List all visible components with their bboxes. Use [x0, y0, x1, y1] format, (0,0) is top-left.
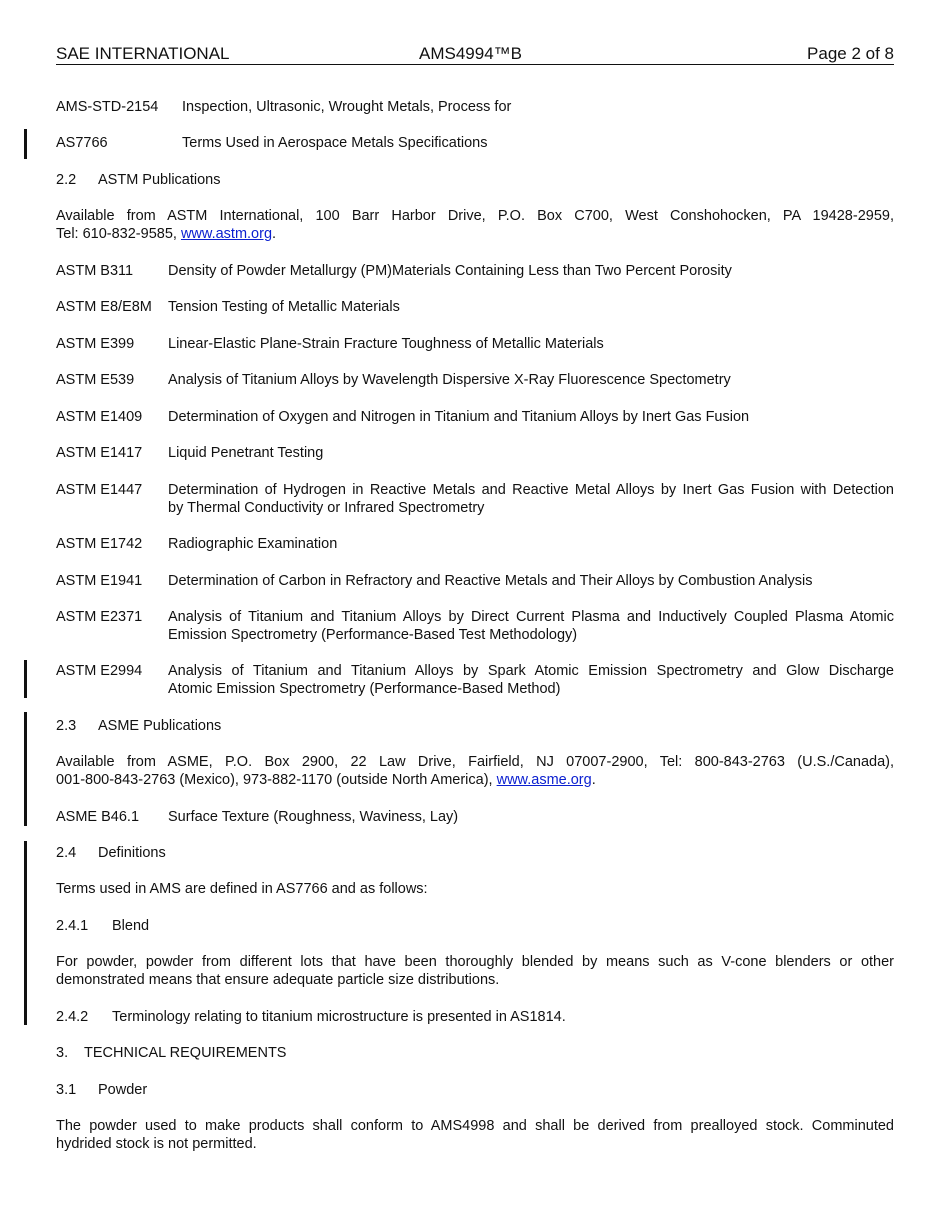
ref-code: ASTM E1941: [56, 573, 143, 589]
ref-title-cont: Atomic Emission Spectrometry (Performance-Based Method): [168, 681, 561, 697]
blend-definition-cont: demonstrated means that ensure adequate particle size distributions.: [56, 972, 500, 988]
subsection-heading: Blend: [112, 918, 150, 934]
subsection-number: 2.4.1: [56, 918, 89, 934]
availability-text: [56, 225, 894, 243]
section-number: 2.2: [56, 172, 77, 188]
page-header: [56, 44, 894, 65]
section-heading: TECHNICAL REQUIREMENTS: [84, 1045, 287, 1061]
header-document-number: AMS4994™B: [419, 44, 522, 63]
ref-code: ASTM E1742: [56, 536, 143, 552]
period: .: [591, 772, 596, 788]
ref-code: ASTM E2371: [56, 609, 143, 625]
astm-website-link[interactable]: www.astm.org: [180, 226, 273, 242]
change-bar: [24, 712, 27, 826]
ref-code: ASTM E1409: [56, 409, 143, 425]
section-heading: ASME Publications: [98, 718, 222, 734]
availability-text: Available from ASME, P.O. Box 2900, 22 Law Drive, Fairfield, NJ 07007-2900, Tel: 800-843-2763 (U.S./Canada),: [56, 754, 894, 770]
ref-title-cont: Emission Spectrometry (Performance-Based Test Methodology): [168, 627, 578, 643]
powder-requirement-cont: hydrided stock is not permitted.: [56, 1136, 257, 1152]
availability-text-cont: 001-800-843-2763 (Mexico), 973-882-1170 (outside North America),: [56, 772, 497, 788]
section-number: 3.: [56, 1045, 69, 1061]
ref-code: AS7766: [56, 135, 108, 151]
section-heading: Definitions: [98, 845, 166, 861]
ref-title: Density of Powder Metallurgy (PM)Materials Containing Less than Two Percent Porosity: [168, 263, 732, 279]
change-bar: [24, 129, 27, 159]
powder-requirement: The powder used to make products shall conform to AMS4998 and shall be derived from prealloyed stock. Comminuted: [56, 1118, 894, 1134]
section-heading: ASTM Publications: [98, 172, 221, 188]
availability-text: [56, 771, 894, 789]
ref-title: Analysis of Titanium and Titanium Alloys by Direct Current Plasma and Inductively Coupled Plasma Atomic: [168, 609, 894, 625]
ref-title: Liquid Penetrant Testing: [168, 445, 324, 461]
ref-code: AMS-STD-2154: [56, 99, 159, 115]
ref-title: Inspection, Ultrasonic, Wrought Metals, Process for: [182, 99, 512, 115]
ref-title: Determination of Oxygen and Nitrogen in Titanium and Titanium Alloys by Inert Gas Fusion: [168, 409, 750, 425]
section-number: 2.3: [56, 718, 77, 734]
ref-code: ASTM E2994: [56, 663, 143, 679]
availability-text: Available from ASTM International, 100 Barr Harbor Drive, P.O. Box C700, West Conshohocken, PA 19428-2959,: [56, 208, 894, 224]
period: .: [272, 226, 277, 242]
ref-title: Surface Texture (Roughness, Waviness, Lay): [168, 809, 459, 825]
ref-code: ASTM E399: [56, 336, 135, 352]
ref-title: Tension Testing of Metallic Materials: [168, 299, 400, 315]
ref-title: Analysis of Titanium Alloys by Wavelength Dispersive X-Ray Fluorescence Spectometry: [168, 372, 731, 388]
terminology-text: Terminology relating to titanium microstructure is presented in AS1814.: [112, 1009, 566, 1025]
blend-definition: For powder, powder from different lots that have been thoroughly blended by means such as V-cone blenders or other: [56, 954, 894, 970]
subsection-heading: Powder: [98, 1082, 148, 1098]
change-bar: [24, 660, 27, 698]
subsection-number: 2.4.2: [56, 1009, 89, 1025]
header-page-number: Page 2 of 8: [807, 44, 894, 63]
ref-title-cont: by Thermal Conductivity or Infrared Spectrometry: [168, 500, 485, 516]
ref-code: ASME B46.1: [56, 809, 140, 825]
availability-text-cont: Tel: 610-832-9585,: [56, 226, 181, 242]
asme-website-link[interactable]: www.asme.org: [496, 772, 592, 788]
change-bar: [24, 841, 27, 1025]
subsection-number: 3.1: [56, 1082, 77, 1098]
section-number: 2.4: [56, 845, 77, 861]
ref-code: ASTM B311: [56, 263, 134, 279]
ref-code: ASTM E1447: [56, 482, 143, 498]
header-organization: SAE INTERNATIONAL: [56, 44, 230, 63]
ref-code: ASTM E8/E8M: [56, 299, 152, 315]
ref-title: Linear-Elastic Plane-Strain Fracture Toughness of Metallic Materials: [168, 336, 604, 352]
ref-title: Determination of Hydrogen in Reactive Metals and Reactive Metal Alloys by Inert Gas Fusion with Detection: [168, 482, 894, 498]
ref-code: ASTM E539: [56, 372, 135, 388]
definitions-intro: Terms used in AMS are defined in AS7766 and as follows:: [56, 881, 428, 897]
ref-code: ASTM E1417: [56, 445, 143, 461]
ref-title: Analysis of Titanium and Titanium Alloys by Spark Atomic Emission Spectrometry and Glow Discharge: [168, 663, 894, 679]
ref-title: Determination of Carbon in Refractory and Reactive Metals and Their Alloys by Combustion Analysis: [168, 573, 813, 589]
ref-title: Radiographic Examination: [168, 536, 338, 552]
ref-title: Terms Used in Aerospace Metals Specifications: [182, 135, 488, 151]
